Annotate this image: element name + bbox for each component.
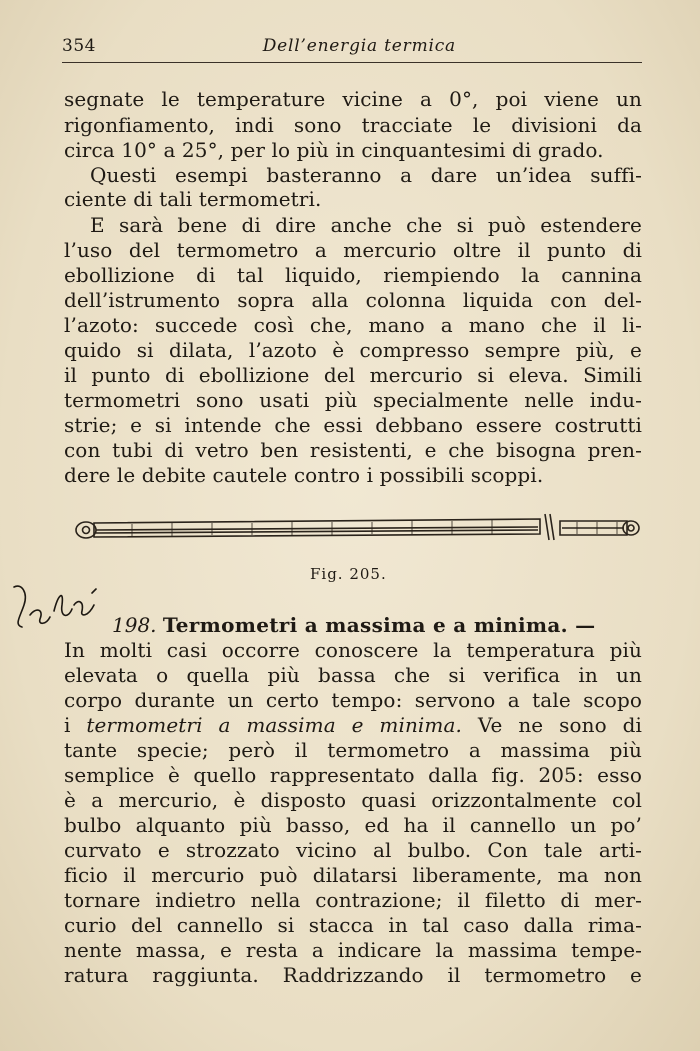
page-header (62, 34, 642, 63)
text-line: dell’istrumento sopra alla colonna liquida con del- (64, 288, 642, 312)
handwritten-margin-note (8, 575, 103, 635)
text-fragment: Ve ne sono di (461, 713, 642, 737)
page-number: 354 (62, 36, 96, 56)
text-line: strie; e si intende che essi debbano essere costrutti (64, 413, 642, 437)
section-number: 198. (112, 613, 157, 637)
text-line: l’azoto: succede così che, mano a mano che il li- (64, 313, 642, 337)
text-line: In molti casi occorre conoscere la temperatura più (64, 638, 642, 662)
text-line: dere le debite cautele contro i possibili scoppi. (64, 463, 544, 487)
text-line: ficio il mercurio può dilatarsi liberamente, ma non (64, 863, 642, 887)
italic-term: termometri a massima e minima. (86, 713, 462, 737)
text-line: il punto di ebollizione del mercurio si eleva. Simili (64, 363, 642, 387)
thermometer-illustration (72, 510, 644, 550)
text-line: ratura raggiunta. Raddrizzando il termometro e (64, 963, 642, 987)
text-line: tante specie; però il termometro a massima più (64, 738, 642, 762)
text-line: è a mercurio, è disposto quasi orizzontalmente col (64, 788, 642, 812)
running-title: Dell’energia termica (262, 36, 456, 56)
text-line: tornare indietro nella contrazione; il filetto di mer- (64, 888, 642, 912)
text-line: curio del cannello si stacca in tal caso dalla rima- (64, 913, 642, 937)
text-line: Questi esempi basteranno a dare un’idea suffi- (90, 163, 642, 187)
text-line: curvato e strozzato vicino al bulbo. Con tale arti- (64, 838, 642, 862)
text-line-italic (64, 712, 642, 738)
text-line: termometri sono usati più specialmente nelle indu- (64, 388, 642, 412)
text-line: rigonfiamento, indi sono tracciate le divisioni da (64, 113, 642, 137)
section-heading (112, 612, 595, 638)
text-line: ciente di tali termometri. (64, 187, 322, 211)
section-title: Termometri a massima e a minima. — (162, 613, 596, 637)
text-line: ebollizione di tal liquido, riempiendo la cannina (64, 263, 642, 287)
text-fragment: i (64, 713, 87, 737)
text-line: l’uso del termometro a mercurio oltre il punto di (64, 238, 642, 262)
text-line: con tubi di vetro ben resistenti, e che bisogna pren- (64, 438, 642, 462)
text-line: E sarà bene di dire anche che si può estendere (90, 213, 642, 237)
text-line: corpo durante un certo tempo: servono a tale scopo (64, 688, 642, 712)
text-line: segnate le temperature vicine a 0°, poi viene un (64, 87, 642, 111)
text-line: semplice è quello rappresentato dalla fig. 205: esso (64, 763, 642, 787)
figure-caption: Fig. 205. (310, 565, 387, 583)
text-line: quido si dilata, l’azoto è compresso sempre più, e (64, 338, 642, 362)
text-line: bulbo alquanto più basso, ed ha il cannello un po’ (64, 813, 642, 837)
text-line: nente massa, e resta a indicare la massima tempe- (64, 938, 642, 962)
text-line: elevata o quella più bassa che si verifica in un (64, 663, 642, 687)
text-line: circa 10° a 25°, per lo più in cinquantesimi di grado. (64, 138, 604, 162)
